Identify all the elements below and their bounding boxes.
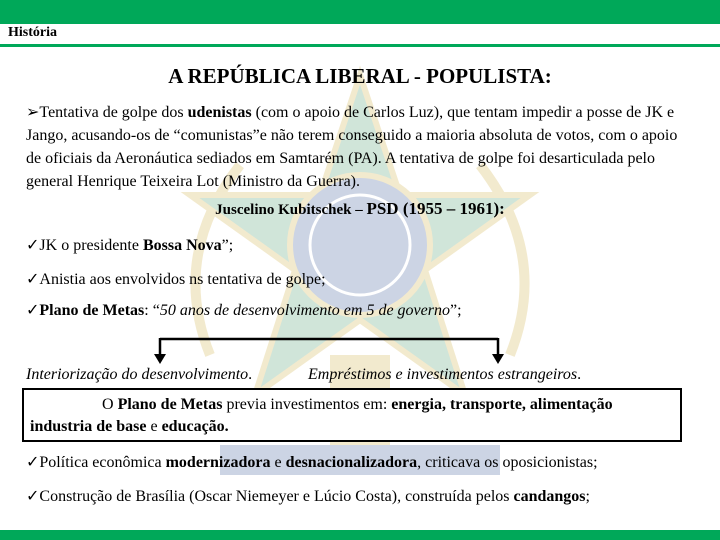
right-branch-label: Empréstimos e investimentos estrangeiros. xyxy=(308,366,582,383)
bottom-green-bar xyxy=(0,530,720,540)
arrow-head-right xyxy=(492,354,504,364)
bullet-plano-de-metas: ✓Plano de Metas: “50 anos de desenvolvimento em 5 de governo”; xyxy=(26,302,462,319)
section-subtitle: Juscelino Kubitschek – PSD (1955 – 1961): xyxy=(215,199,505,218)
bullet-brasilia: ✓Construção de Brasília (Oscar Niemeyer e Lúcio Costa), construída pelos candangos; xyxy=(26,488,590,505)
bullet-politica-economica: ✓Política econômica modernizadora e desnacionalizadora, criticava os oposicionistas; xyxy=(26,454,598,471)
check-icon: ✓ xyxy=(26,271,40,288)
arrow-bullet-icon: ➢ xyxy=(26,104,40,121)
plano-de-metas-box: O Plano de Metas previa investimentos em: energia, transporte, alimentação industria de base e educação. xyxy=(22,388,682,442)
intro-paragraph: ➢Tentativa de golpe dos udenistas (com o apoio de Carlos Luz), que tentam impedir a posse de JK e Jango, acusando-os de “comunistas”e não terem conseguido a maioria absoluta de votos, com o apoio de oficiais da Aeronáutica sediados em Samtarém (PA). A tentativa de golpe foi desarticulada pelo general Henrique Teixeira Lot (Ministro da Guerra). xyxy=(26,104,678,190)
left-branch-label: Interiorização do desenvolvimento. xyxy=(26,366,253,383)
bullet-anistia: ✓Anistia aos envolvidos ns tentativa de golpe; xyxy=(26,271,326,288)
header-title: História xyxy=(8,25,57,40)
check-icon: ✓ xyxy=(26,237,40,254)
check-icon: ✓ xyxy=(26,302,40,319)
arrow-head-left xyxy=(154,354,166,364)
bullet-bossa-nova: ✓JK o presidente Bossa Nova”; xyxy=(26,237,234,254)
check-icon: ✓ xyxy=(26,454,40,471)
page-title: A REPÚBLICA LIBERAL - POPULISTA: xyxy=(168,64,552,88)
check-icon: ✓ xyxy=(26,488,40,505)
